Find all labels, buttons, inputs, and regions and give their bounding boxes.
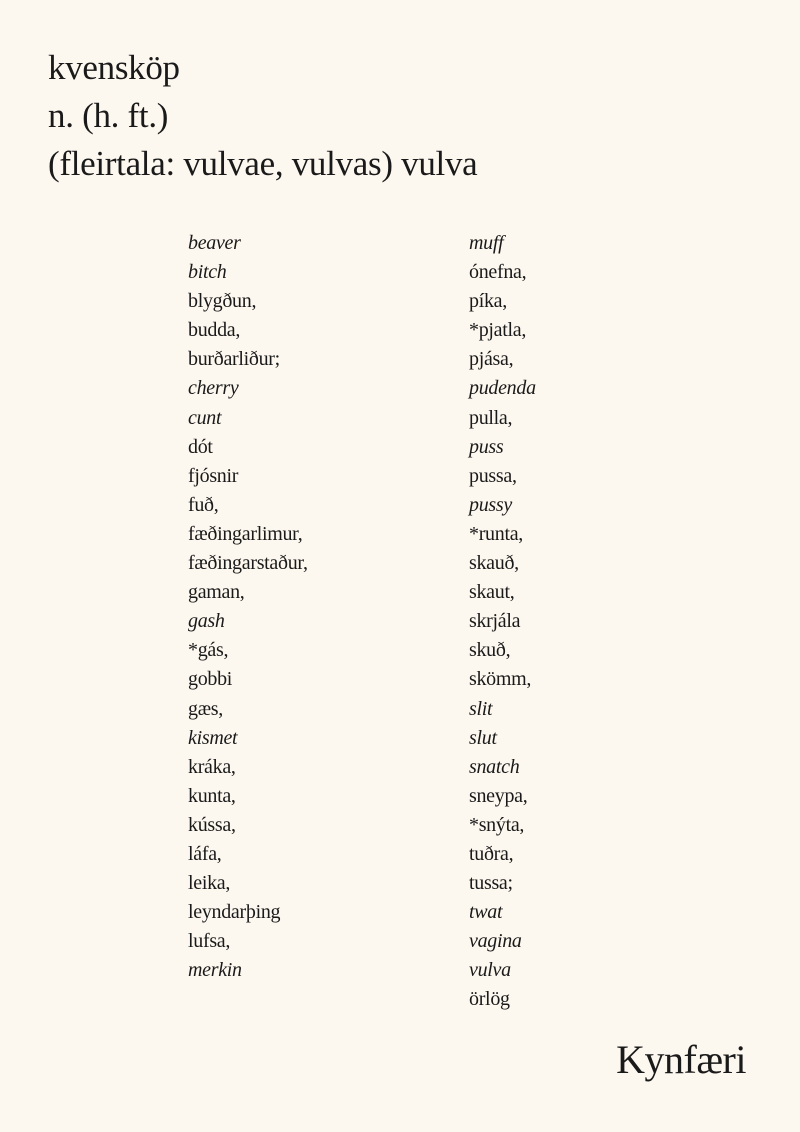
synonym-item: budda,: [188, 319, 241, 342]
synonym-item: slit: [469, 697, 493, 720]
synonym-item: twat: [469, 901, 503, 924]
synonym-item: gæs,: [188, 697, 223, 720]
synonym-item: tuðra,: [469, 842, 514, 865]
synonym-item: *gás,: [188, 639, 229, 662]
synonym-item: muff: [469, 232, 504, 254]
synonym-item: dót: [188, 435, 213, 458]
grammar-note: n. (h. ft.): [48, 96, 169, 135]
synonym-item: leyndarþing: [188, 901, 281, 924]
synonym-item: cherry: [188, 377, 239, 400]
synonym-item: beaver: [188, 232, 241, 254]
synonym-item: fæðingarstaður,: [188, 552, 308, 575]
synonym-item: slut: [469, 726, 497, 749]
synonym-item: merkin: [188, 959, 242, 982]
synonym-item: bitch: [188, 261, 227, 284]
synonym-item: pjása,: [469, 348, 514, 371]
synonym-item: cunt: [188, 406, 222, 429]
synonym-item: skaut,: [469, 581, 515, 604]
synonym-item: gash: [188, 610, 225, 633]
synonym-item: vagina: [469, 930, 522, 953]
synonym-item: píka,: [469, 290, 507, 313]
synonym-item: fæðingarlimur,: [188, 522, 303, 545]
synonym-item: blygðun,: [188, 290, 257, 313]
synonym-column-right: [469, 229, 536, 1015]
synonym-item: gaman,: [188, 581, 245, 604]
synonym-item: pussy: [469, 493, 512, 516]
synonym-item: tussa;: [469, 872, 513, 895]
synonym-item: kunta,: [188, 784, 236, 807]
synonym-item: burðarliður;: [188, 348, 280, 371]
synonym-item: pulla,: [469, 406, 513, 429]
synonym-item: kússa,: [188, 813, 236, 836]
synonym-item: puss: [469, 435, 504, 458]
synonym-item: *pjatla,: [469, 319, 527, 342]
synonym-item: snatch: [469, 755, 520, 778]
synonym-item: fjósnir: [188, 464, 239, 487]
synonym-item: *snýta,: [469, 813, 525, 836]
synonym-item: leika,: [188, 872, 231, 895]
synonym-item: skauð,: [469, 552, 519, 575]
synonym-item: ónefna,: [469, 261, 527, 284]
entry-heading: [48, 44, 477, 188]
synonym-item: sneypa,: [469, 784, 528, 807]
synonym-column-left: [188, 229, 308, 985]
synonym-item: skrjála: [469, 610, 521, 633]
synonym-item: gobbi: [188, 668, 233, 691]
synonym-item: pussa,: [469, 464, 517, 487]
page-footer-title: Kynfæri: [616, 1037, 746, 1082]
synonym-item: fuð,: [188, 493, 219, 516]
synonym-item: skuð,: [469, 639, 511, 662]
synonym-item: *runta,: [469, 522, 523, 545]
synonym-item: pudenda: [469, 377, 536, 400]
synonym-item: lufsa,: [188, 930, 231, 953]
synonym-item: vulva: [469, 959, 511, 982]
synonym-item: skömm,: [469, 668, 532, 691]
plural-gloss: (fleirtala: vulvae, vulvas) vulva: [48, 144, 478, 183]
synonym-item: kismet: [188, 726, 238, 749]
synonym-item: láfa,: [188, 842, 222, 865]
headword: kvensköp: [48, 48, 180, 87]
synonym-item: kráka,: [188, 755, 236, 778]
synonym-item: örlög: [469, 988, 510, 1011]
